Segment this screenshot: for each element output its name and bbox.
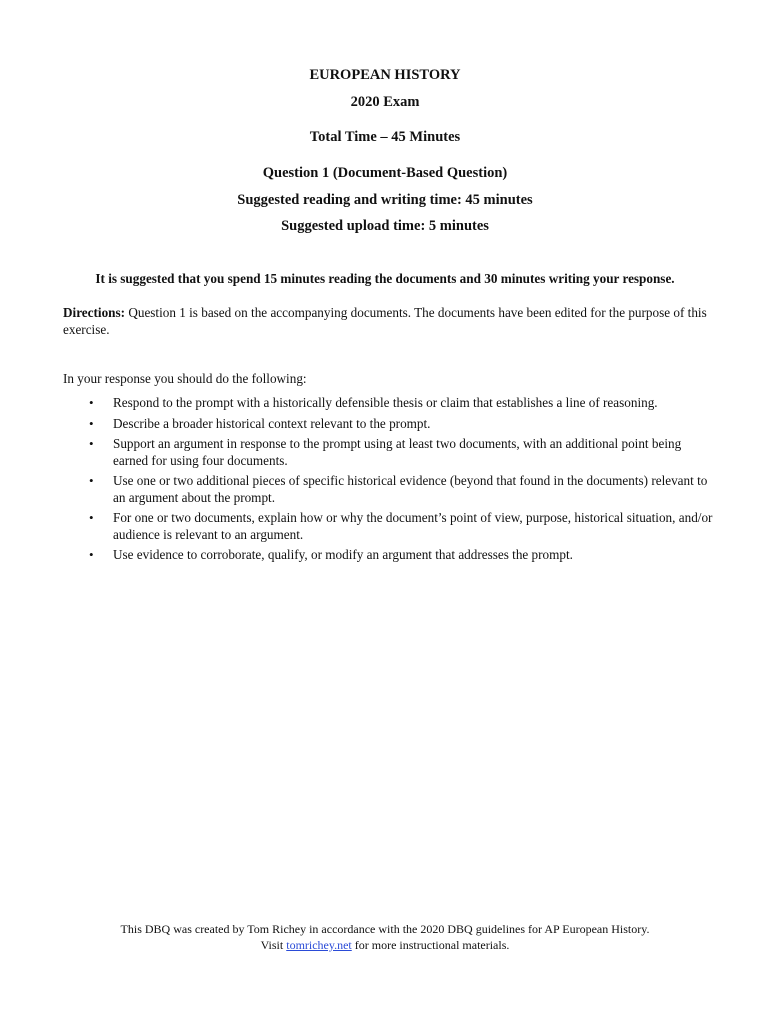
list-item-text: Support an argument in response to the prompt using at least two documents, with an additional point being earned for using four documents. xyxy=(113,436,682,468)
list-item xyxy=(63,510,713,543)
footer-credit: This DBQ was created by Tom Richey in accordance with the 2020 DBQ guidelines for AP European History. xyxy=(120,922,650,936)
list-item-text: Use evidence to corroborate, qualify, or modify an argument that addresses the prompt. xyxy=(113,547,573,562)
document-title: EUROPEAN HISTORY xyxy=(309,67,461,83)
footer xyxy=(0,921,770,953)
exam-year: 2020 Exam xyxy=(350,94,420,110)
reading-time: Suggested reading and writing time: 45 minutes xyxy=(237,192,533,208)
time-suggestion: It is suggested that you spend 15 minutes reading the documents and 30 minutes writing your response. xyxy=(95,271,675,286)
question-heading: Question 1 (Document-Based Question) xyxy=(262,165,508,181)
bullet-icon: • xyxy=(89,415,94,431)
bullet-icon: • xyxy=(89,436,94,451)
list-item xyxy=(63,395,713,412)
footer-visit-prefix: Visit xyxy=(260,938,287,952)
list-item-text: For one or two documents, explain how or why the document’s point of view, purpose, historical situation, and/or audience is relevant to an argument. xyxy=(113,510,713,542)
tomrichey-link[interactable]: tomrichey.net xyxy=(286,938,352,952)
directions-text: Question 1 is based on the accompanying documents. The documents have been edited for the purpose of this exercise. xyxy=(63,305,707,337)
list-item xyxy=(63,416,713,433)
list-item xyxy=(63,473,713,506)
bullet-icon: • xyxy=(89,547,94,562)
directions-paragraph xyxy=(63,304,713,338)
bullet-icon: • xyxy=(89,473,94,488)
total-time: Total Time – 45 Minutes xyxy=(309,129,461,145)
requirements-list xyxy=(63,395,713,568)
list-item xyxy=(63,436,713,469)
list-item-text: Use one or two additional pieces of specific historical evidence (beyond that found in the documents) relevant to an argument about the prompt. xyxy=(113,473,708,505)
list-item xyxy=(63,547,713,564)
response-intro: In your response you should do the following: xyxy=(63,371,307,386)
footer-visit-line xyxy=(0,937,770,953)
directions-label: Directions: xyxy=(63,305,126,320)
list-item-text: Describe a broader historical context relevant to the prompt. xyxy=(113,415,431,431)
upload-time: Suggested upload time: 5 minutes xyxy=(281,218,489,234)
footer-visit-suffix: for more instructional materials. xyxy=(351,938,510,952)
bullet-icon: • xyxy=(89,395,94,410)
bullet-icon: • xyxy=(89,510,94,525)
list-item-text: Respond to the prompt with a historically defensible thesis or claim that establishes a line of reasoning. xyxy=(113,395,658,410)
